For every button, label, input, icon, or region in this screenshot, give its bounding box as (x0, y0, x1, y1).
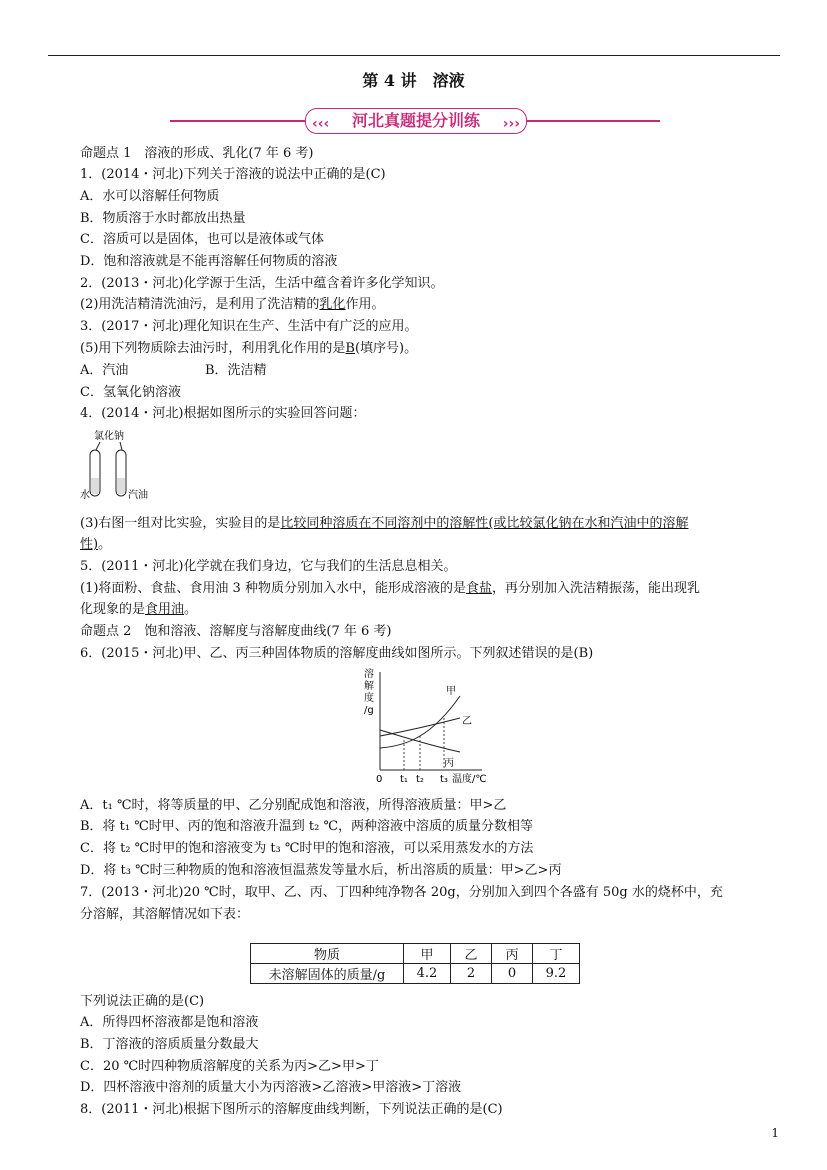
option-3c: C．氢氧化钠溶液 (80, 385, 181, 400)
table-row-label: 未溶解固体的质量/g (251, 964, 404, 984)
question-3: 3．(2017・河北)理化知识在生产、生活中有广泛的应用。 (80, 319, 418, 334)
banner-right-arrows: ››› (502, 116, 520, 132)
option-1d: D．饱和溶液就是不能再溶解任何物质的溶液 (80, 254, 338, 269)
answer: B (345, 341, 355, 356)
section-heading-1: 命题点 1 溶液的形成、乳化(7 年 6 考) (80, 146, 314, 161)
test-tube-figure (78, 428, 158, 504)
table-cell: 9.2 (533, 964, 580, 984)
option-7c: C．20 ℃时四种物质溶解度的关系为丙>乙>甲>丁 (80, 1059, 379, 1074)
answer: 性) (80, 537, 99, 552)
fig4-left-label: 水 (80, 490, 90, 501)
text: (填序号)。 (354, 341, 418, 356)
option-1b: B．物质溶于水时都放出热量 (80, 211, 246, 226)
question-4: 4．(2014・河北)根据如图所示的实验回答问题： (80, 406, 366, 421)
option-7a: A．所得四杯溶液都是饱和溶液 (80, 1015, 259, 1030)
text: 化现象的是 (80, 602, 146, 617)
question-5-part (80, 580, 700, 598)
text: ，再分别加入洗洁精振荡，能出现乳 (491, 581, 700, 596)
answer: 比较同种溶质在不同溶剂中的溶解性(或比较氯化钠在水和汽油中的溶解 (280, 516, 689, 531)
answer: 食盐 (465, 581, 492, 596)
xlabel: 温度/℃ (452, 774, 487, 785)
question-2: 2．(2013・河北)化学源于生活，生活中蕴含着许多化学知识。 (80, 276, 444, 291)
text: (5)用下列物质除去油污时，利用乳化作用的是 (80, 341, 346, 356)
table-header: 物质 (251, 944, 404, 964)
option-7d: D．四杯溶液中溶剂的质量大小为丙溶液>乙溶液>甲溶液>丁溶液 (80, 1080, 462, 1095)
banner-label (305, 108, 527, 134)
question-2-part (80, 296, 384, 314)
tick-t3: t₃ (440, 774, 448, 785)
option-6b: B．将 t₁ ℃时甲、丙的饱和溶液升温到 t₂ ℃，两种溶液中溶质的质量分数相等 (80, 819, 534, 834)
banner-text: 河北真题提分训练 (351, 111, 480, 130)
question-7-cont: 分溶解，其溶解情况如下表： (80, 907, 250, 922)
text: 作用。 (345, 297, 385, 312)
question-8: 8．(2011・河北)根据下图所示的溶解度曲线判断，下列说法正确的是(C) (80, 1102, 503, 1117)
tick-t1: t₁ (400, 774, 408, 785)
table-header-row (251, 944, 580, 964)
page-number: 1 (771, 1126, 779, 1140)
banner-right-bar (525, 120, 660, 122)
option-7b: B．丁溶液的溶质质量分数最大 (80, 1037, 259, 1052)
question-6: 6．(2015・河北)甲、乙、丙三种固体物质的溶解度曲线如图所示。下列叙述错误的是(B) (80, 646, 594, 661)
option-6d: D．将 t₃ ℃时三种物质的饱和溶液恒温蒸发等量水后，析出溶质的质量：甲>乙>丙 (80, 863, 562, 878)
table-cell: 4.2 (404, 964, 451, 984)
question-4-part-cont (80, 536, 111, 554)
table-header: 甲 (404, 944, 451, 964)
option-3a: A．汽油 (80, 363, 129, 378)
option-3b: B．洗洁精 (205, 363, 267, 378)
banner-left-arrows: ‹‹‹ (312, 116, 330, 132)
section-heading-2: 命题点 2 饱和溶液、溶解度与溶解度曲线(7 年 6 考) (80, 624, 392, 639)
curve-label-yi: 乙 (462, 716, 472, 727)
answer: 乳化 (319, 297, 346, 312)
question-7-prompt: 下列说法正确的是(C) (80, 994, 205, 1009)
option-6a: A．t₁ ℃时，将等质量的甲、乙分别配成饱和溶液，所得溶液质量：甲>乙 (80, 798, 507, 813)
ylabel-line-4: /g (364, 705, 374, 716)
page-title: 第 4 讲 溶液 (362, 71, 465, 90)
text: 。 (98, 537, 112, 552)
question-5: 5．(2011・河北)化学就在我们身边，它与我们的生活息息相关。 (80, 559, 457, 574)
text: 。 (184, 602, 198, 617)
table-cell: 2 (451, 964, 492, 984)
text: (1)将面粉、食盐、食用油 3 种物质分别加入水中，能形成溶液的是 (80, 581, 466, 596)
curve-label-bing: 丙 (444, 758, 454, 769)
section-banner (170, 108, 660, 134)
banner-left-bar (170, 120, 305, 122)
dissolution-table (250, 943, 580, 984)
option-1c: C．溶质可以是固体，也可以是液体或气体 (80, 232, 324, 247)
table-header: 丙 (492, 944, 533, 964)
fig4-top-label: 氯化钠 (94, 431, 124, 442)
top-rule (48, 55, 780, 56)
fig4-right-label: 汽油 (128, 490, 148, 501)
text: (2)用洗洁精清洗油污，是利用了洗洁精的 (80, 297, 320, 312)
curve-label-jia: 甲 (446, 686, 456, 697)
tick-t2: t₂ (416, 774, 424, 785)
question-5-part-cont (80, 601, 197, 619)
ylabel-line-2: 解 (364, 681, 374, 692)
table-row (251, 964, 580, 984)
answer: 食用油 (145, 602, 185, 617)
question-7: 7．(2013・河北)20 ℃时，取甲、乙、丙、丁四种纯净物各 20g，分别加入到四个各盛有 50g 水的烧杯中，充 (80, 885, 723, 900)
question-3-part (80, 340, 417, 358)
ylabel-line-3: 度 (364, 693, 374, 704)
option-1a: A．水可以溶解任何物质 (80, 189, 220, 204)
question-1: 1．(2014・河北)下列关于溶液的说法中正确的是(C) (80, 167, 386, 182)
option-6c: C．将 t₂ ℃时甲的饱和溶液变为 t₃ ℃时甲的饱和溶液，可以采用蒸发水的方法 (80, 841, 534, 856)
table-header: 丁 (533, 944, 580, 964)
question-4-part (80, 515, 689, 533)
origin-label: 0 (376, 774, 383, 785)
text: (3)右图一组对比实验，实验目的是 (80, 516, 281, 531)
table-header: 乙 (451, 944, 492, 964)
table-cell: 0 (492, 964, 533, 984)
ylabel-line-1: 溶 (364, 669, 374, 680)
solubility-figure (362, 666, 497, 792)
